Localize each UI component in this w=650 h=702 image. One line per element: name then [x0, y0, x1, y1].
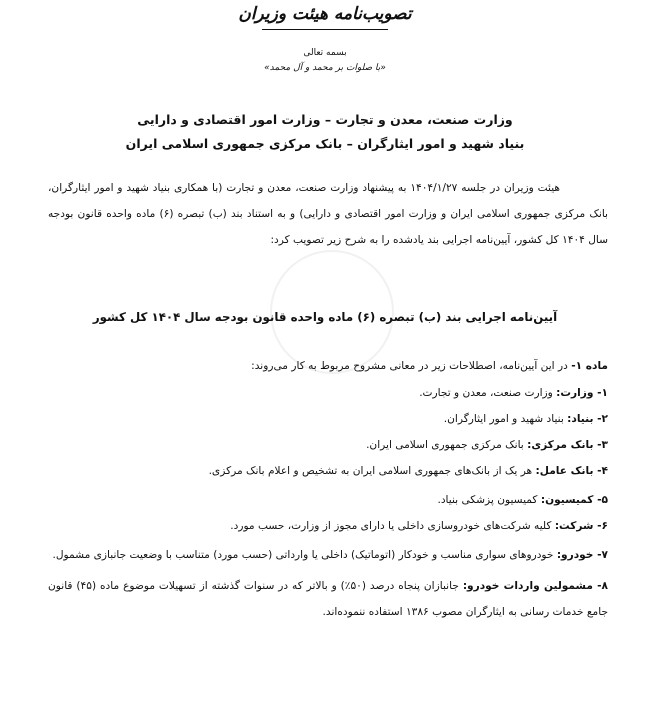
definition-text: خودروهای سواری مناسب و خودکار (اتوماتیک) داخلی یا وارداتی (حسب مورد) متناسب با وضعیت جانبازی مشمول.: [52, 549, 557, 561]
definition-term: ۷- خودرو:: [556, 549, 608, 561]
masthead: تصویب‌نامه هیئت وزیران: [238, 4, 412, 24]
article-1-lead: ماده ۱-: [571, 360, 608, 372]
definition-commission: [48, 487, 608, 513]
definition-vehicle: [48, 542, 608, 568]
definition-text: بنیاد شهید و امور ایثارگران.: [443, 413, 568, 425]
masthead-underline: [262, 29, 388, 30]
definition-term: ۸- مشمولین واردات خودرو:: [462, 580, 608, 592]
definition-text: کلیه شرکت‌های خودروسازی داخلی یا دارای مجوز از وزارت، حسب مورد.: [230, 520, 555, 532]
definition-term: ۵- کمیسیون:: [540, 494, 608, 506]
definition-term: ۱- وزارت:: [556, 387, 608, 399]
definition-central-bank: [48, 432, 608, 458]
regulation-title: آیین‌نامه اجرایی بند (ب) تبصره (۶) ماده واحده قانون بودجه سال ۱۴۰۴ کل کشور: [92, 310, 558, 324]
definition-text: وزارت صنعت، معدن و تجارت.: [419, 387, 557, 399]
intro-paragraph: هیئت وزیران در جلسه ۱۴۰۴/۱/۲۷ به پیشنهاد وزارت صنعت، معدن و تجارت (با همکاری بنیاد شهید و امور ایثارگران، بانک مرکزی جمهوری اسلامی ایران و وزارت امور اقتصادی و دارایی) و به استناد بند (ب) تبصره (۶) ماده واحده قانون بودجه سال ۱۴۰۴ کل کشور، آیین‌نامه اجرایی بند یادشده را به شرح زیر تصویب کرد:: [48, 182, 608, 246]
definition-foundation: [48, 406, 608, 432]
definition-term: ۴- بانک عامل:: [535, 465, 608, 477]
article-1-text: در این آیین‌نامه، اصطلاحات زیر در معانی مشروح مربوط به کار می‌روند:: [251, 360, 572, 372]
definition-text: بانک مرکزی جمهوری اسلامی ایران.: [366, 439, 528, 451]
definition-agent-bank: [48, 458, 608, 484]
heading-ministries: وزارت صنعت، معدن و تجارت – وزارت امور اقتصادی و دارایی: [137, 112, 513, 127]
definition-term: ۲- بنیاد:: [567, 413, 608, 425]
definition-import-eligible: [48, 573, 608, 625]
definition-text: جانبازان پنجاه درصد (۵۰٪) و بالاتر که در سنوات گذشته از تسهیلات موضوع ماده (۴۵) قانون جامع خدمات رسانی به ایثارگران مصوب ۱۳۸۶ استفاده ننموده‌اند.: [48, 580, 608, 618]
definitions-list: [48, 380, 608, 625]
definition-ministry: [48, 380, 608, 406]
definition-company: [48, 513, 608, 539]
definition-text: هر یک از بانک‌های جمهوری اسلامی ایران به تشخیص و اعلام بانک مرکزی.: [208, 465, 536, 477]
article-1: [48, 353, 608, 379]
bismillah: بسمه تعالی: [303, 48, 347, 58]
definition-term: ۳- بانک مرکزی:: [527, 439, 608, 451]
definition-text: کمیسیون پزشکی بنیاد.: [437, 494, 541, 506]
heading-foundation-bank: بنیاد شهید و امور ایثارگران – بانک مرکزی جمهوری اسلامی ایران: [125, 136, 525, 151]
definition-term: ۶- شرکت:: [554, 520, 608, 532]
salawat: «با صلوات بر محمد و آل محمد»: [264, 63, 386, 73]
